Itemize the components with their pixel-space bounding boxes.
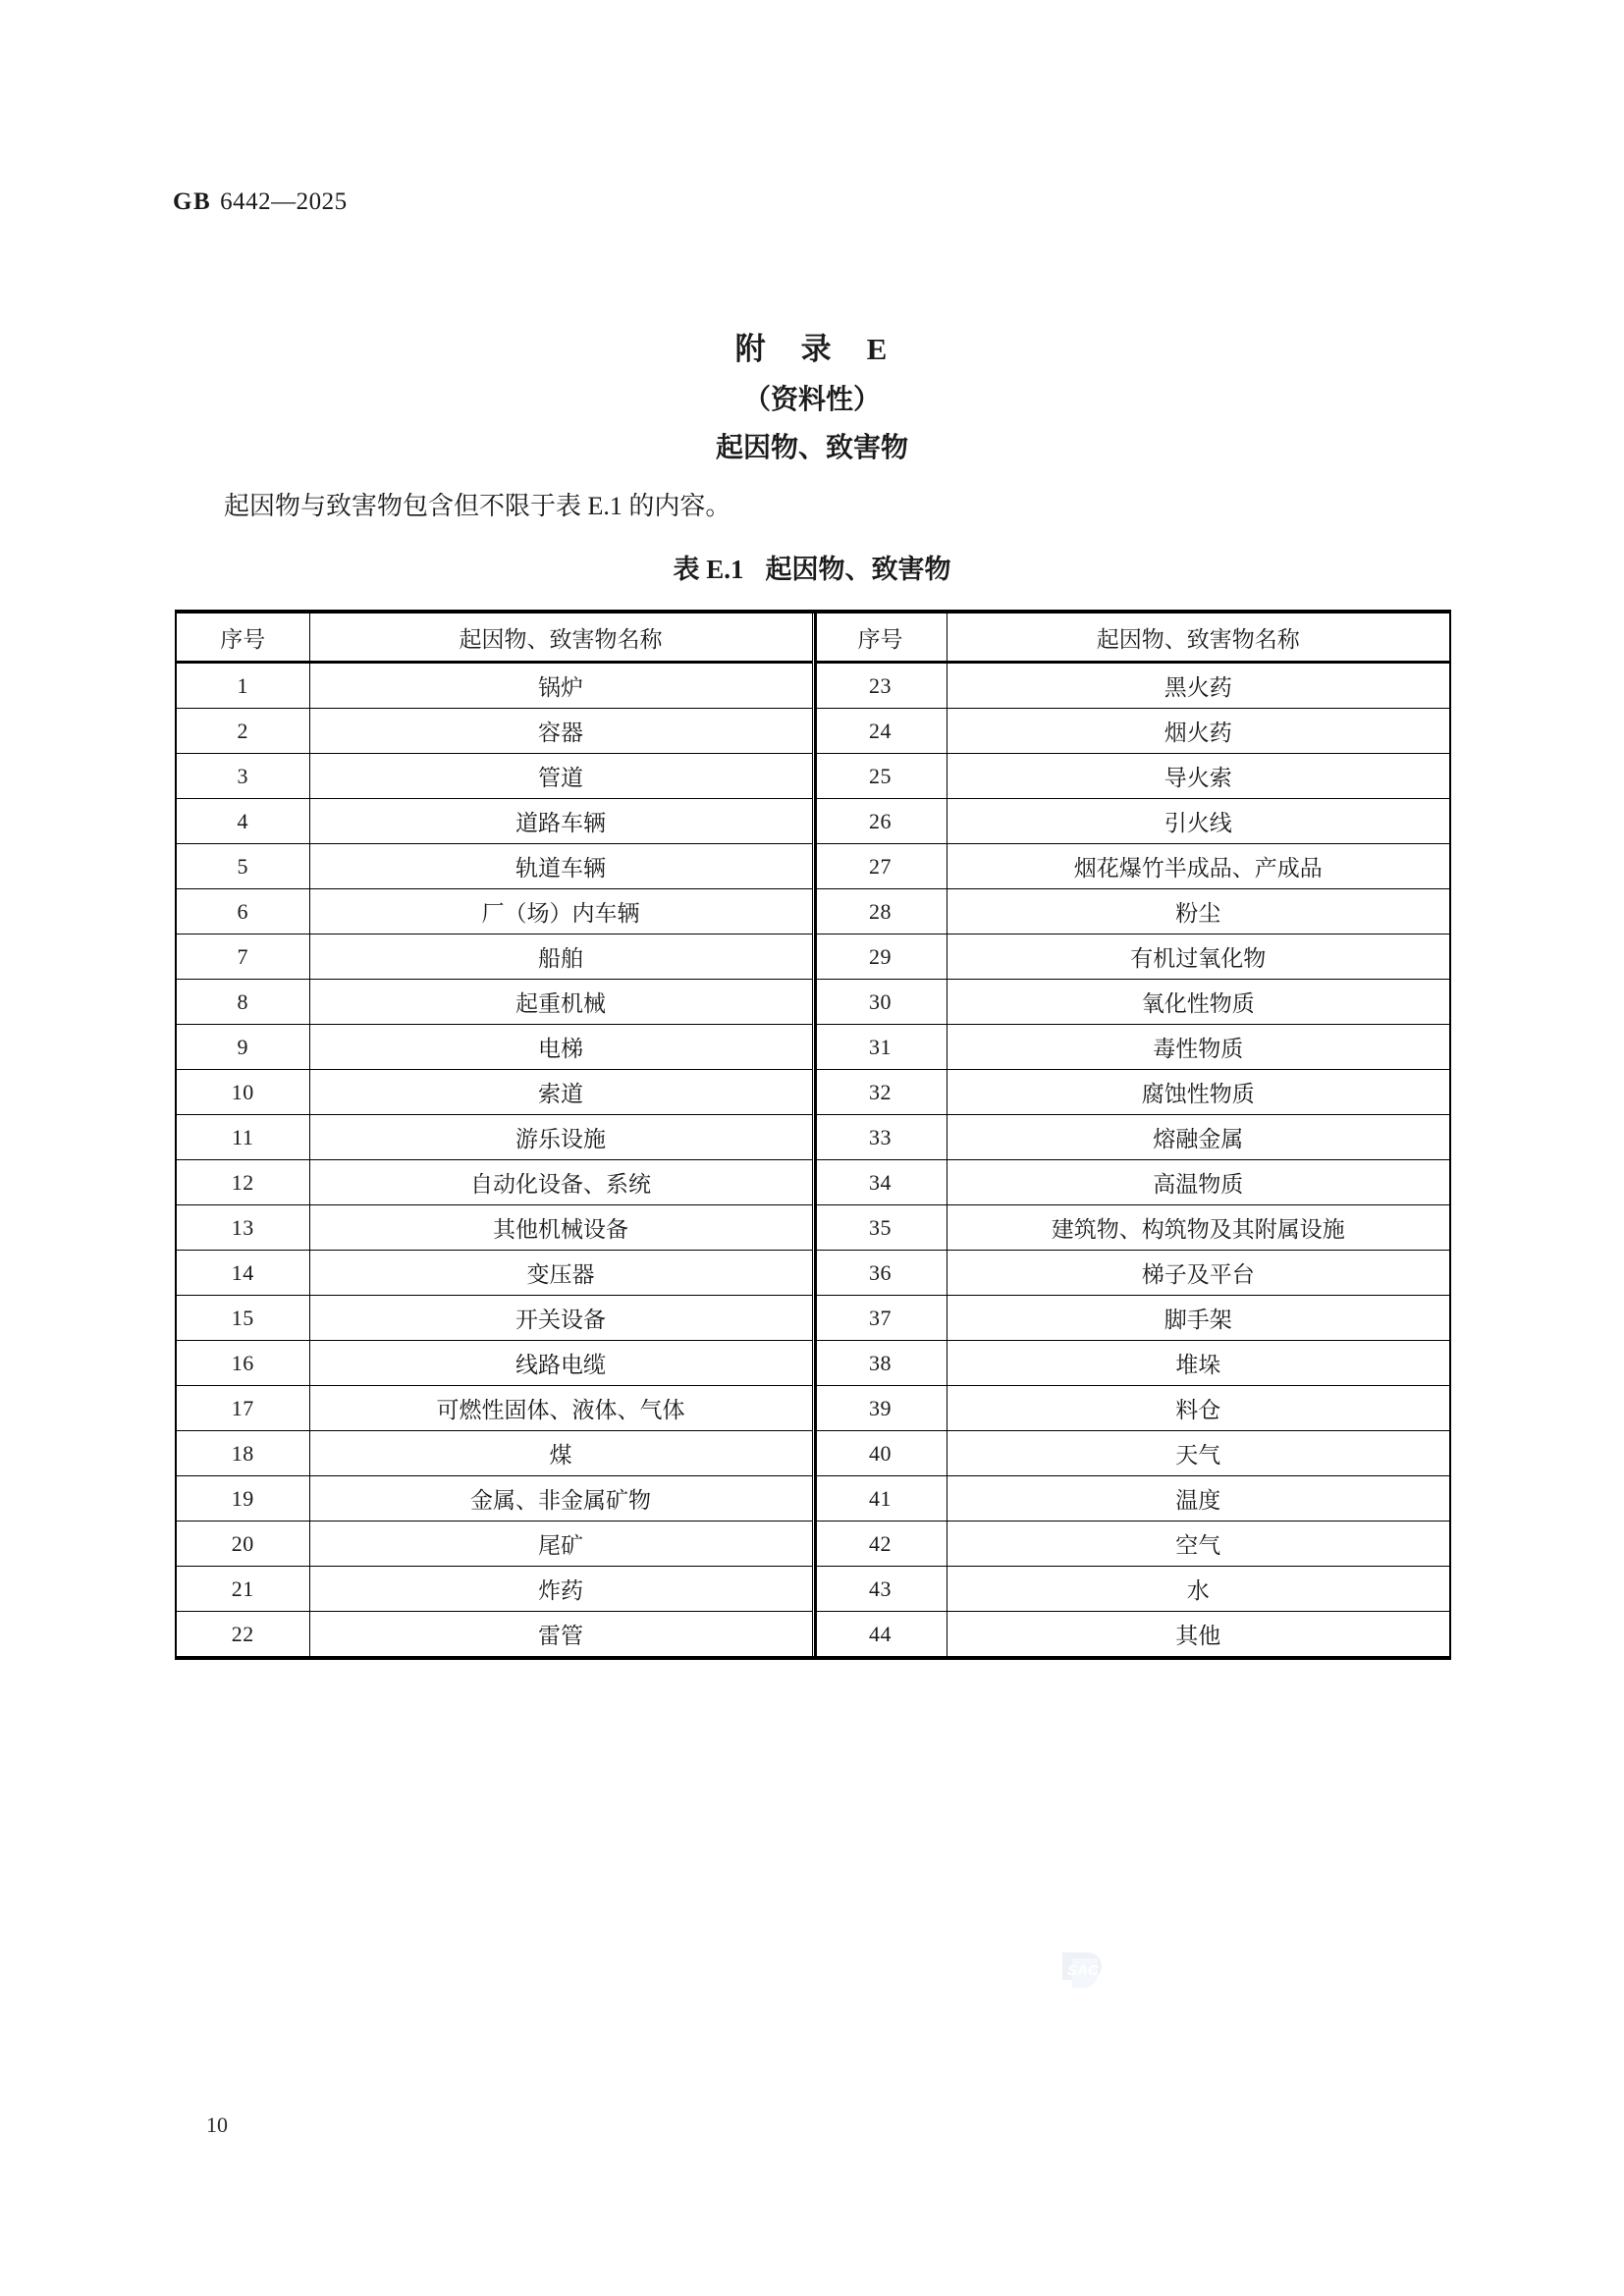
table-caption xyxy=(0,548,1624,586)
cell-name-right: 温度 xyxy=(947,1476,1450,1522)
cell-name-right: 料仓 xyxy=(947,1386,1450,1431)
cell-no-right: 35 xyxy=(813,1205,947,1251)
table-row xyxy=(176,1476,1450,1522)
svg-text:SAC: SAC xyxy=(1067,1962,1099,1979)
cell-name-left: 船舶 xyxy=(309,934,813,980)
cell-name-left: 容器 xyxy=(309,709,813,754)
cell-name-left: 变压器 xyxy=(309,1251,813,1296)
cell-no-left: 3 xyxy=(176,754,309,799)
cell-name-left: 电梯 xyxy=(309,1025,813,1070)
cell-no-left: 11 xyxy=(176,1115,309,1160)
sac-watermark-logo xyxy=(1055,1949,1106,2000)
table-caption-title: 起因物、致害物 xyxy=(765,555,951,584)
cell-no-left: 5 xyxy=(176,844,309,889)
cell-name-left: 自动化设备、系统 xyxy=(309,1160,813,1205)
table-row xyxy=(176,1070,1450,1115)
cell-name-right: 黑火药 xyxy=(947,663,1450,709)
cell-name-left: 道路车辆 xyxy=(309,799,813,844)
cell-name-right: 引火线 xyxy=(947,799,1450,844)
cell-name-left: 起重机械 xyxy=(309,980,813,1025)
cell-name-left: 其他机械设备 xyxy=(309,1205,813,1251)
table-body xyxy=(176,663,1450,1659)
cell-no-left: 20 xyxy=(176,1522,309,1567)
cell-no-left: 22 xyxy=(176,1612,309,1659)
cell-name-right: 天气 xyxy=(947,1431,1450,1476)
cell-no-left: 7 xyxy=(176,934,309,980)
cell-no-right: 26 xyxy=(813,799,947,844)
cell-name-right: 脚手架 xyxy=(947,1296,1450,1341)
cell-name-right: 毒性物质 xyxy=(947,1025,1450,1070)
cell-no-left: 6 xyxy=(176,889,309,934)
cell-name-right: 有机过氧化物 xyxy=(947,934,1450,980)
cell-name-right: 导火索 xyxy=(947,754,1450,799)
table-row xyxy=(176,980,1450,1025)
cell-name-right: 氧化性物质 xyxy=(947,980,1450,1025)
table-e1 xyxy=(175,610,1451,1660)
cell-name-left: 厂（场）内车辆 xyxy=(309,889,813,934)
cell-no-left: 12 xyxy=(176,1160,309,1205)
table-row xyxy=(176,799,1450,844)
column-header-no-left: 序号 xyxy=(176,612,309,663)
table-header-row xyxy=(176,612,1450,663)
cell-name-left: 线路电缆 xyxy=(309,1341,813,1386)
table-row xyxy=(176,1567,1450,1612)
cell-no-right: 36 xyxy=(813,1251,947,1296)
cell-name-left: 索道 xyxy=(309,1070,813,1115)
table-row xyxy=(176,1341,1450,1386)
column-header-name-right: 起因物、致害物名称 xyxy=(947,612,1450,663)
cell-no-right: 37 xyxy=(813,1296,947,1341)
cell-no-right: 30 xyxy=(813,980,947,1025)
cell-no-left: 15 xyxy=(176,1296,309,1341)
table-caption-label: 表 E.1 xyxy=(673,555,744,584)
cell-no-right: 28 xyxy=(813,889,947,934)
annex-letter: E xyxy=(866,332,890,366)
table-row xyxy=(176,1431,1450,1476)
cell-name-left: 尾矿 xyxy=(309,1522,813,1567)
cell-no-left: 10 xyxy=(176,1070,309,1115)
table-row xyxy=(176,663,1450,709)
cell-no-left: 9 xyxy=(176,1025,309,1070)
cell-name-left: 雷管 xyxy=(309,1612,813,1659)
cell-name-right: 烟火药 xyxy=(947,709,1450,754)
cell-name-left: 可燃性固体、液体、气体 xyxy=(309,1386,813,1431)
cell-name-left: 锅炉 xyxy=(309,663,813,709)
cell-no-right: 43 xyxy=(813,1567,947,1612)
cell-name-right: 梯子及平台 xyxy=(947,1251,1450,1296)
table-row xyxy=(176,1205,1450,1251)
cell-no-right: 29 xyxy=(813,934,947,980)
cell-no-right: 34 xyxy=(813,1160,947,1205)
cell-no-left: 21 xyxy=(176,1567,309,1612)
table-row xyxy=(176,1296,1450,1341)
cell-no-right: 32 xyxy=(813,1070,947,1115)
page-number: 10 xyxy=(206,2112,228,2137)
table-row xyxy=(176,754,1450,799)
table-row xyxy=(176,934,1450,980)
cell-name-right: 熔融金属 xyxy=(947,1115,1450,1160)
cell-name-right: 腐蚀性物质 xyxy=(947,1070,1450,1115)
table-row xyxy=(176,844,1450,889)
table-row xyxy=(176,1025,1450,1070)
table-row xyxy=(176,1522,1450,1567)
cell-name-right: 空气 xyxy=(947,1522,1450,1567)
cell-no-right: 39 xyxy=(813,1386,947,1431)
cell-name-right: 建筑物、构筑物及其附属设施 xyxy=(947,1205,1450,1251)
body-paragraph: 起因物与致害物包含但不限于表 E.1 的内容。 xyxy=(224,492,731,520)
cell-no-right: 23 xyxy=(813,663,947,709)
cell-no-right: 40 xyxy=(813,1431,947,1476)
annex-kind: （资料性） xyxy=(742,385,881,415)
cell-no-left: 1 xyxy=(176,663,309,709)
table-row xyxy=(176,1160,1450,1205)
table-row xyxy=(176,709,1450,754)
cell-name-right: 堆垛 xyxy=(947,1341,1450,1386)
standard-prefix: GB xyxy=(173,188,212,215)
cell-no-right: 24 xyxy=(813,709,947,754)
cell-name-left: 煤 xyxy=(309,1431,813,1476)
running-header xyxy=(173,188,348,216)
cell-no-left: 8 xyxy=(176,980,309,1025)
cell-name-left: 开关设备 xyxy=(309,1296,813,1341)
column-header-name-left: 起因物、致害物名称 xyxy=(309,612,813,663)
cell-no-left: 14 xyxy=(176,1251,309,1296)
cell-name-right: 其他 xyxy=(947,1612,1450,1659)
cell-no-right: 33 xyxy=(813,1115,947,1160)
table-row xyxy=(176,1386,1450,1431)
cell-no-right: 42 xyxy=(813,1522,947,1567)
cell-name-left: 金属、非金属矿物 xyxy=(309,1476,813,1522)
cell-no-right: 44 xyxy=(813,1612,947,1659)
cell-no-left: 16 xyxy=(176,1341,309,1386)
column-header-no-right: 序号 xyxy=(813,612,947,663)
table-row xyxy=(176,1612,1450,1659)
cell-no-left: 18 xyxy=(176,1431,309,1476)
cell-name-right: 粉尘 xyxy=(947,889,1450,934)
cell-no-right: 27 xyxy=(813,844,947,889)
standard-number: 6442—2025 xyxy=(220,188,348,215)
cell-name-left: 游乐设施 xyxy=(309,1115,813,1160)
cell-no-left: 4 xyxy=(176,799,309,844)
cell-name-left: 轨道车辆 xyxy=(309,844,813,889)
table-row xyxy=(176,889,1450,934)
cell-name-left: 管道 xyxy=(309,754,813,799)
cell-name-left: 炸药 xyxy=(309,1567,813,1612)
annex-title xyxy=(0,324,1624,368)
annex-name: 起因物、致害物 xyxy=(715,433,908,463)
cell-no-right: 31 xyxy=(813,1025,947,1070)
cell-name-right: 烟花爆竹半成品、产成品 xyxy=(947,844,1450,889)
annex-label-right: 录 xyxy=(800,332,834,366)
cell-no-left: 13 xyxy=(176,1205,309,1251)
cell-no-right: 38 xyxy=(813,1341,947,1386)
cell-no-right: 25 xyxy=(813,754,947,799)
cell-no-left: 19 xyxy=(176,1476,309,1522)
table-e1-wrapper xyxy=(175,610,1449,1660)
cell-name-right: 水 xyxy=(947,1567,1450,1612)
annex-label-left: 附 xyxy=(734,332,768,366)
cell-no-left: 17 xyxy=(176,1386,309,1431)
table-row xyxy=(176,1115,1450,1160)
cell-no-left: 2 xyxy=(176,709,309,754)
table-row xyxy=(176,1251,1450,1296)
cell-no-right: 41 xyxy=(813,1476,947,1522)
cell-name-right: 高温物质 xyxy=(947,1160,1450,1205)
